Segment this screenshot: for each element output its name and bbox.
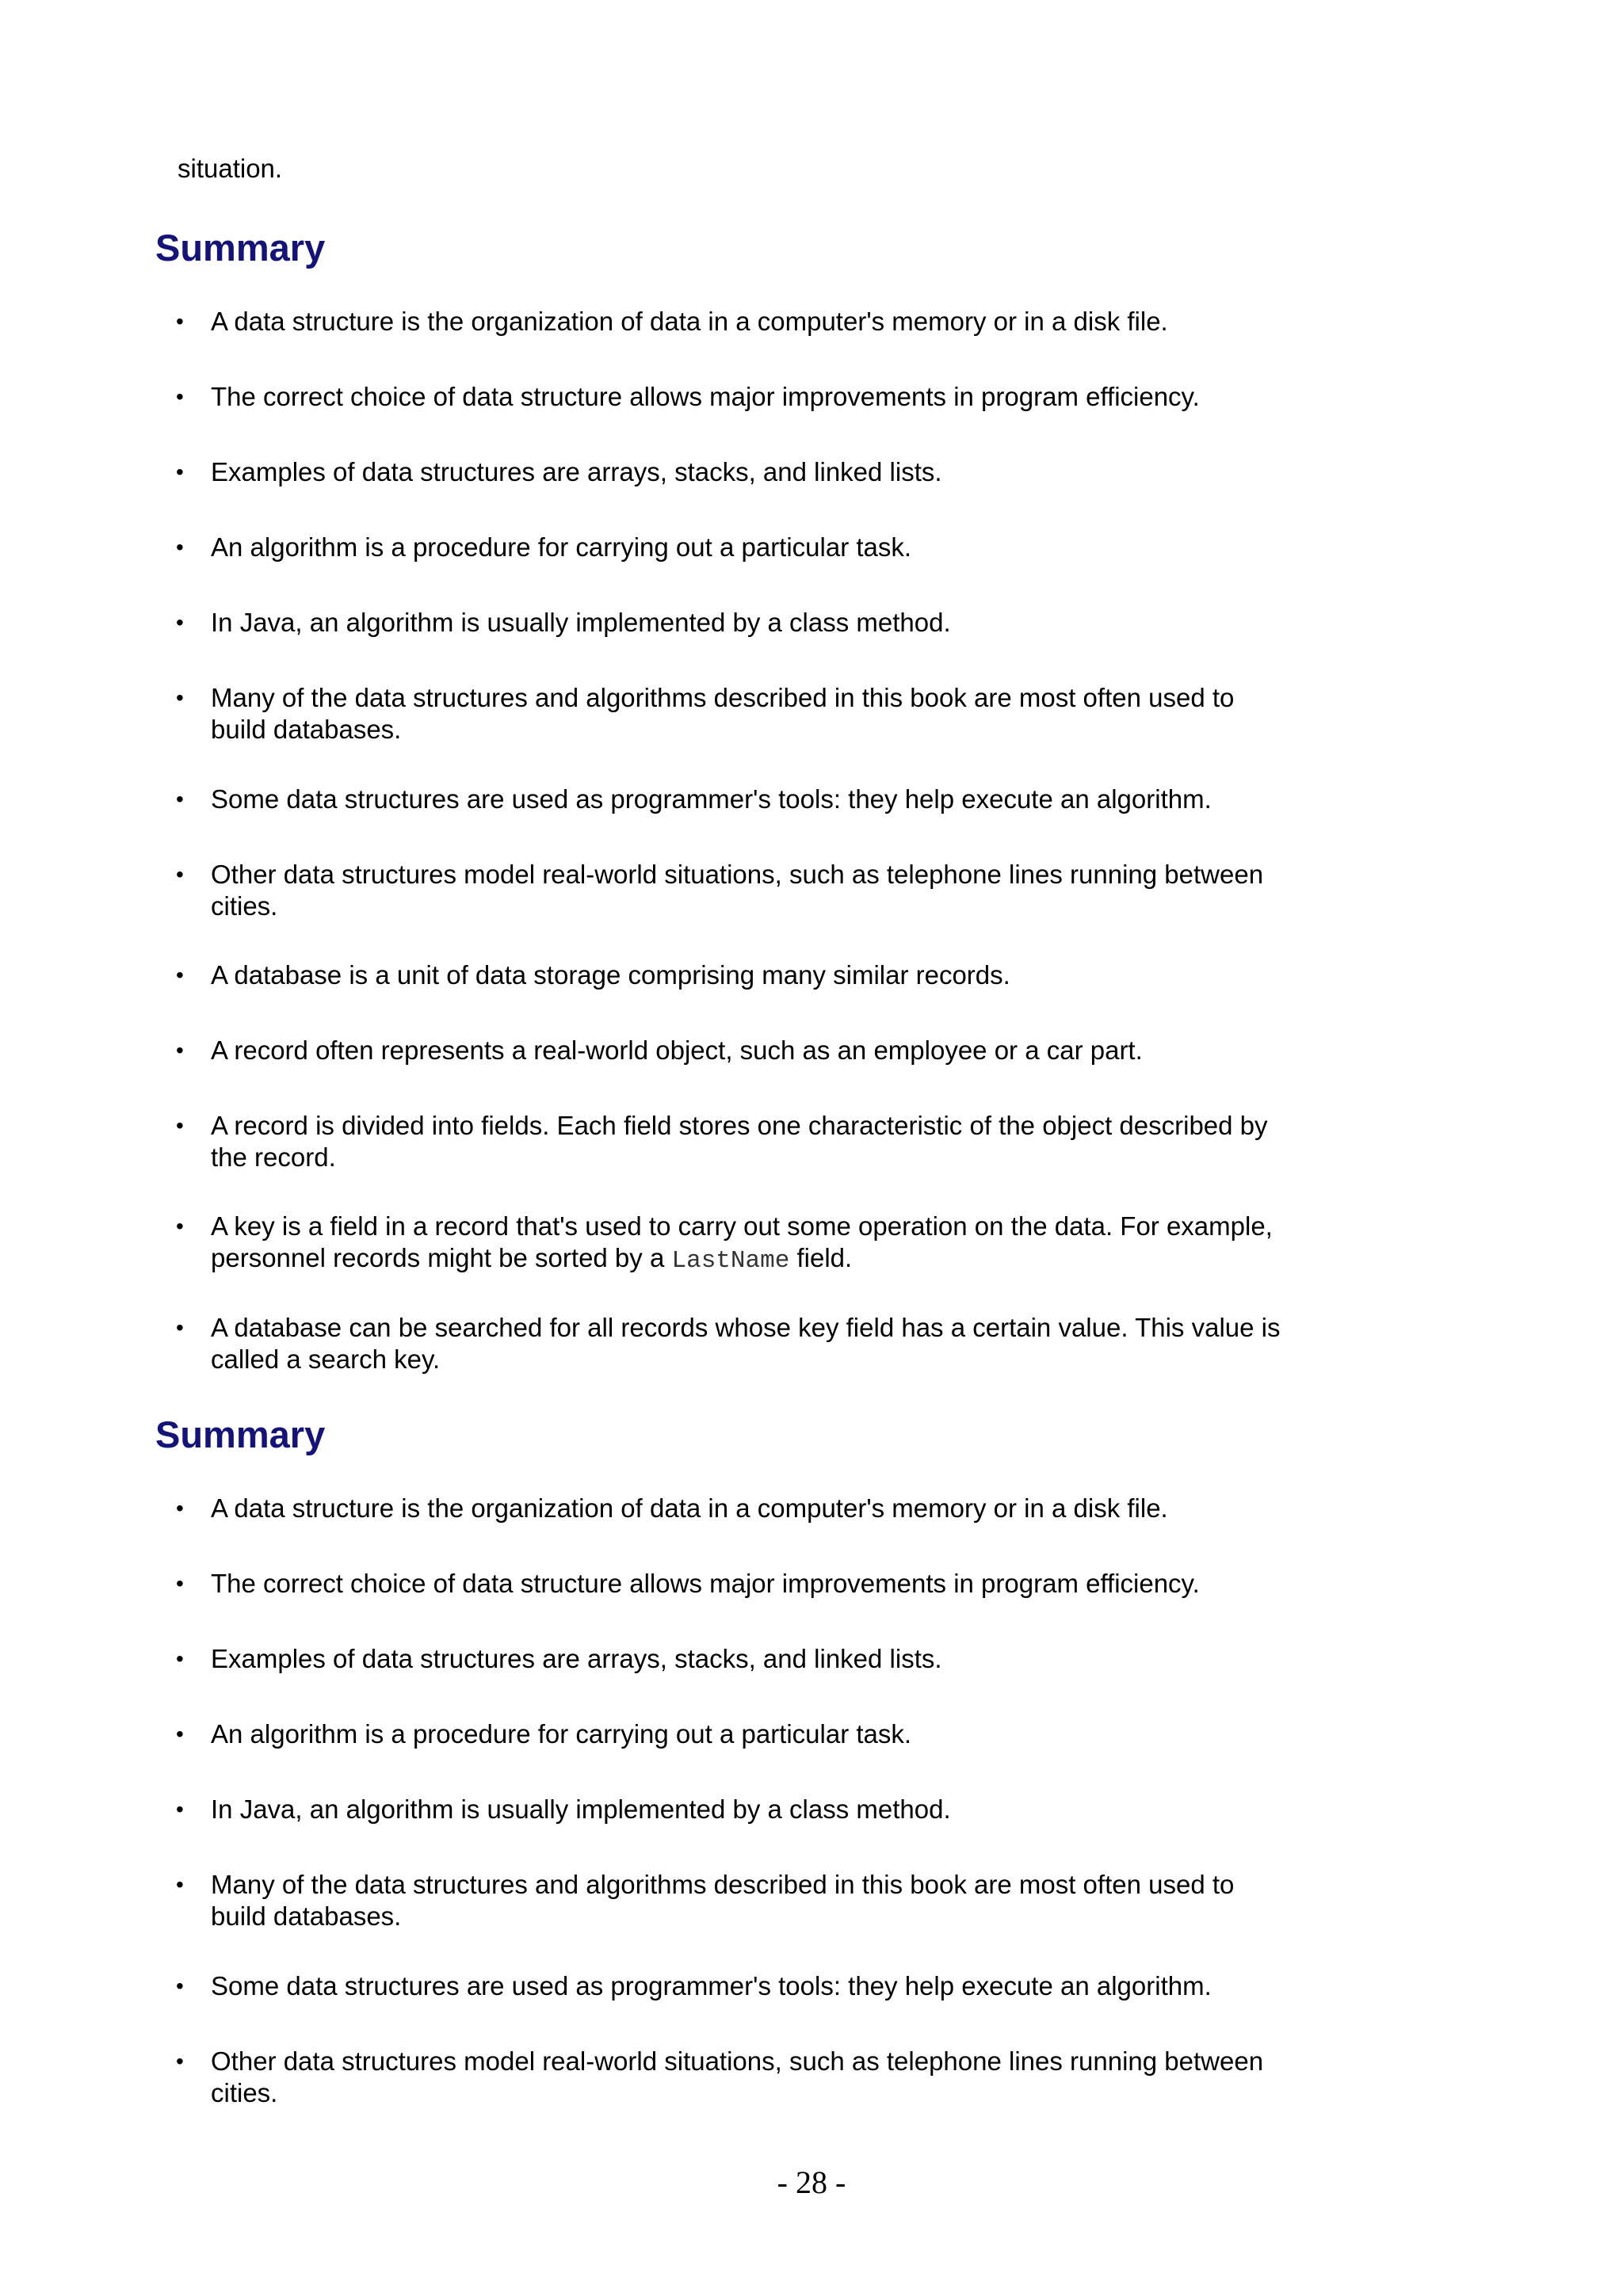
list-item-text: An algorithm is a procedure for carrying out a particular task. (211, 1719, 912, 1749)
bullet-icon: • (176, 862, 184, 887)
bullet-icon: • (176, 1214, 184, 1238)
list-item-text: Many of the data structures and algorithms described in this book are most often used to build databases. (211, 683, 1235, 744)
code-lastname: LastName (671, 1247, 790, 1275)
list-item-text-composite (211, 1211, 1289, 1277)
bullet-icon: • (176, 685, 184, 710)
list-item-text: Some data structures are used as programmer's tools: they help execute an algorithm. (211, 1971, 1212, 2000)
list-item-text: The correct choice of data structure allows major improvements in program efficiency. (211, 1569, 1200, 1598)
list-item-text: In Java, an algorithm is usually implemented by a class method. (211, 1794, 951, 1824)
list-item-text: Other data structures model real-world situations, such as telephone lines running between cities. (211, 860, 1264, 921)
bullet-icon: • (176, 384, 184, 409)
bullet-icon: • (176, 1113, 184, 1138)
bullet-icon: • (176, 1315, 184, 1340)
bullet-icon: • (176, 535, 184, 559)
list-item-text: Examples of data structures are arrays, stacks, and linked lists. (211, 1644, 942, 1673)
list-item-text: A data structure is the organization of data in a computer's memory or in a disk file. (211, 307, 1168, 336)
bullet-icon: • (176, 610, 184, 635)
section-heading-summary: Summary (155, 227, 326, 269)
bullet-icon: • (176, 1496, 184, 1520)
list-item-text: Other data structures model real-world situations, such as telephone lines running between cities. (211, 2046, 1264, 2107)
bullet-icon: • (176, 1797, 184, 1821)
list-item-text: A record is divided into fields. Each field stores one characteristic of the object described by the record. (211, 1111, 1268, 1172)
intro-text: situation. (178, 154, 283, 183)
bullet-icon: • (176, 787, 184, 811)
list-item-text: A key is a field in a record that's used to carry out some operation on the data. For example, personnel records might be sorted by a (211, 1211, 1273, 1272)
list-item-text: An algorithm is a procedure for carrying out a particular task. (211, 532, 912, 562)
list-item-text: A database is a unit of data storage comprising many similar records. (211, 960, 1010, 990)
bullet-icon: • (176, 1038, 184, 1062)
list-item-text: Some data structures are used as programmer's tools: they help execute an algorithm. (211, 784, 1212, 814)
list-item-suffix: field. (789, 1243, 853, 1272)
list-item-text: A record often represents a real-world object, such as an employee or a car part. (211, 1035, 1143, 1065)
bullet-icon: • (176, 1974, 184, 1998)
section-heading-summary-2: Summary (155, 1413, 326, 1455)
list-item-text: The correct choice of data structure allows major improvements in program efficiency. (211, 382, 1200, 411)
bullet-icon: • (176, 309, 184, 334)
list-item-text: A database can be searched for all records whose key field has a certain value. This value is called a search key. (211, 1313, 1281, 1374)
list-item-text: A data structure is the organization of data in a computer's memory or in a disk file. (211, 1493, 1168, 1523)
page-number: - 28 - (777, 2164, 846, 2200)
bullet-icon: • (176, 963, 184, 987)
bullet-icon: • (176, 1722, 184, 1746)
bullet-icon: • (176, 1571, 184, 1596)
list-item-text: Examples of data structures are arrays, stacks, and linked lists. (211, 457, 942, 486)
bullet-icon: • (176, 2049, 184, 2073)
bullet-icon: • (176, 1646, 184, 1671)
bullet-icon: • (176, 460, 184, 484)
list-item-text: Many of the data structures and algorithms described in this book are most often used to build databases. (211, 1870, 1235, 1931)
bullet-icon: • (176, 1872, 184, 1897)
list-item-text: In Java, an algorithm is usually implemented by a class method. (211, 608, 951, 637)
